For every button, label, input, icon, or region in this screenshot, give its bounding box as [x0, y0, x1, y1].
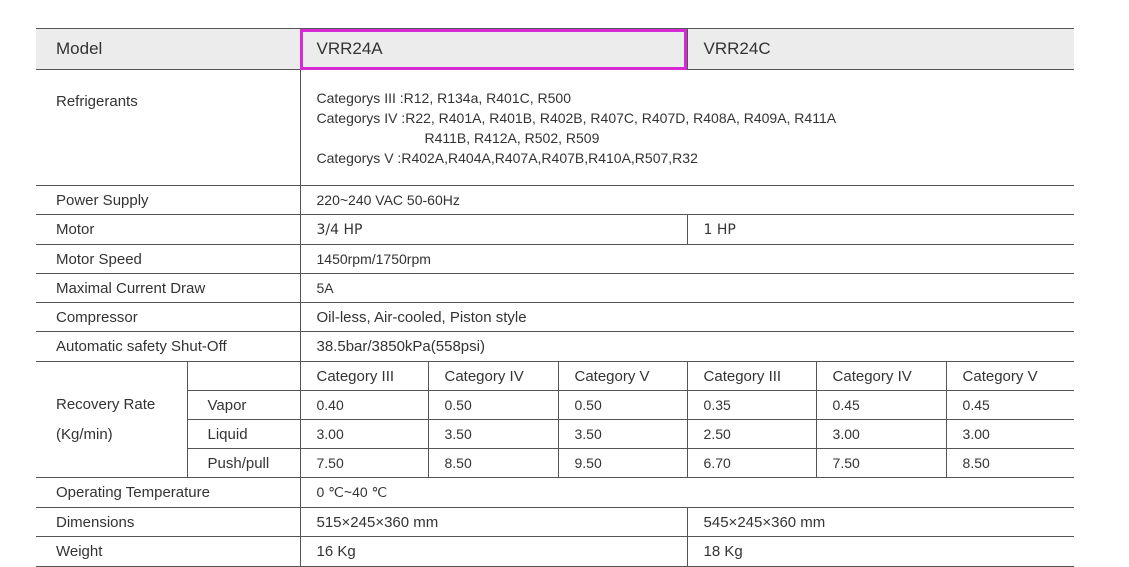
motor-label: Motor	[36, 215, 300, 245]
recovery-value: 7.50	[816, 449, 946, 478]
refrigerants-label: Refrigerants	[36, 70, 300, 186]
weight-value-a: 16 Kg	[300, 537, 687, 567]
weight-label: Weight	[36, 537, 300, 567]
current-label: Maximal Current Draw	[36, 274, 300, 303]
cat5-values: R402A,R404A,R407A,R407B,R410A,R507,R32	[401, 149, 698, 166]
recovery-category: Category IV	[428, 362, 558, 391]
recovery-value: 0.45	[816, 391, 946, 420]
refrigerants-value	[300, 70, 1074, 186]
header-row	[36, 29, 1074, 70]
current-value: 5A	[300, 274, 1074, 303]
refrigerant-line-cat5	[317, 148, 1075, 168]
dimensions-value-c: 545×245×360 mm	[687, 508, 1074, 537]
motor-row	[36, 215, 1074, 245]
motor-value-a: 3/4 HP	[300, 215, 687, 245]
recovery-vapor-row	[36, 391, 1074, 420]
recovery-value: 0.50	[428, 391, 558, 420]
current-row	[36, 274, 1074, 303]
recovery-value: 0.40	[300, 391, 428, 420]
motor-value-c: 1 HP	[687, 215, 1074, 245]
recovery-value: 8.50	[946, 449, 1074, 478]
power-supply-row	[36, 186, 1074, 215]
cat4-values: R22, R401A, R401B, R402B, R407C, R407D, R408A, R409A, R411A	[405, 109, 837, 126]
recovery-value: 0.35	[687, 391, 816, 420]
dimensions-label: Dimensions	[36, 508, 300, 537]
recovery-value: 0.50	[558, 391, 687, 420]
recovery-value: 3.50	[428, 420, 558, 449]
recovery-value: 9.50	[558, 449, 687, 478]
recovery-rate-title: Recovery Rate	[56, 395, 156, 413]
recovery-pushpull-row	[36, 449, 1074, 478]
power-supply-label: Power Supply	[36, 186, 300, 215]
recovery-mode-label: Liquid	[187, 420, 300, 449]
operating-temp-label: Operating Temperature	[36, 478, 300, 508]
refrigerant-line-cat3	[317, 88, 1075, 108]
shutoff-label: Automatic safety Shut-Off	[36, 332, 300, 362]
operating-temp-row	[36, 478, 1074, 508]
recovery-value: 6.70	[687, 449, 816, 478]
weight-value-c: 18 Kg	[687, 537, 1074, 567]
recovery-value: 2.50	[687, 420, 816, 449]
recovery-rate-label	[36, 362, 187, 478]
refrigerant-line-cat4	[317, 108, 1075, 128]
recovery-mode-header	[187, 362, 300, 391]
recovery-category: Category III	[687, 362, 816, 391]
weight-row	[36, 537, 1074, 567]
shutoff-value: 38.5bar/3850kPa(558psi)	[300, 332, 1074, 362]
dimensions-value-a: 515×245×360 mm	[300, 508, 687, 537]
recovery-category: Category V	[558, 362, 687, 391]
model-vrr24c[interactable]: VRR24C	[687, 29, 1074, 70]
refrigerants-row	[36, 70, 1074, 186]
recovery-value: 3.50	[558, 420, 687, 449]
recovery-rate-unit: (Kg/min)	[56, 425, 113, 443]
recovery-mode-label: Vapor	[187, 391, 300, 420]
recovery-liquid-row	[36, 420, 1074, 449]
recovery-value: 3.00	[946, 420, 1074, 449]
recovery-value: 7.50	[300, 449, 428, 478]
model-vrr24a[interactable]: VRR24A	[300, 29, 687, 70]
power-supply-value: 220~240 VAC 50-60Hz	[300, 186, 1074, 215]
motor-speed-label: Motor Speed	[36, 245, 300, 274]
recovery-value: 3.00	[300, 420, 428, 449]
model-label: Model	[36, 29, 300, 70]
motor-speed-value: 1450rpm/1750rpm	[300, 245, 1074, 274]
cat3-label: Categorys III :	[316, 89, 404, 106]
recovery-category: Category V	[946, 362, 1074, 391]
operating-temp-value: 0 ℃~40 ℃	[300, 478, 1074, 508]
recovery-category: Category III	[300, 362, 428, 391]
refrigerant-line-cat4-cont: R411B, R412A, R502, R509	[424, 129, 600, 146]
shutoff-row	[36, 332, 1074, 362]
spec-table	[36, 28, 1074, 567]
cat5-label: Categorys V :	[316, 149, 402, 166]
recovery-value: 3.00	[816, 420, 946, 449]
recovery-category: Category IV	[816, 362, 946, 391]
compressor-label: Compressor	[36, 303, 300, 332]
dimensions-row	[36, 508, 1074, 537]
recovery-value: 8.50	[428, 449, 558, 478]
compressor-row	[36, 303, 1074, 332]
recovery-value: 0.45	[946, 391, 1074, 420]
cat3-values: R12, R134a, R401C, R500	[403, 89, 571, 106]
recovery-categories-row	[36, 362, 1074, 391]
motor-speed-row	[36, 245, 1074, 274]
recovery-mode-label: Push/pull	[187, 449, 300, 478]
cat4-label: Categorys IV :	[316, 109, 406, 126]
compressor-value: Oil-less, Air-cooled, Piston style	[300, 303, 1074, 332]
